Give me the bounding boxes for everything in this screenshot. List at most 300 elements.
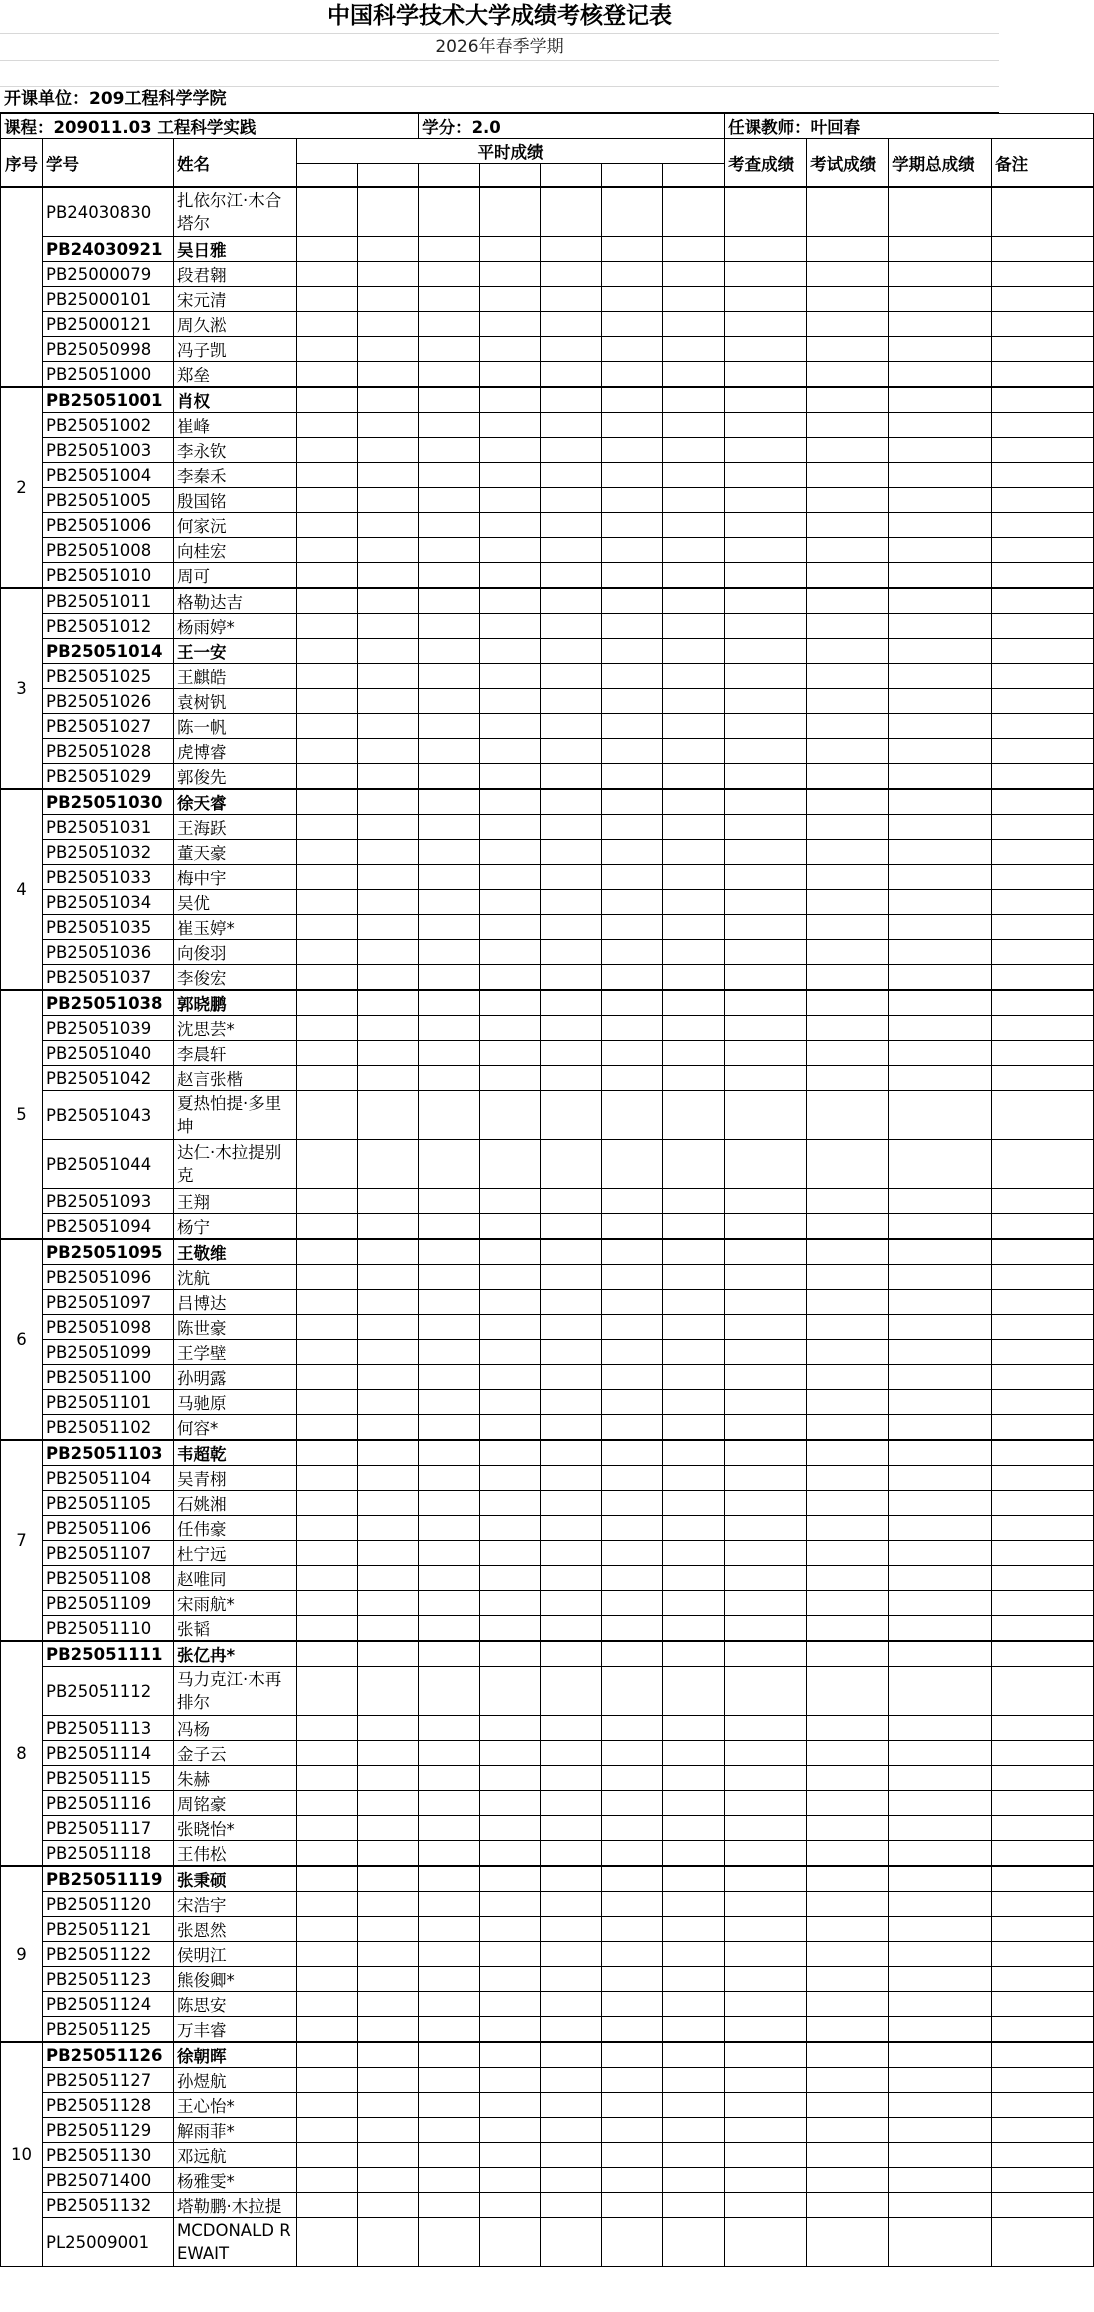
regular-score-cell[interactable] bbox=[663, 940, 725, 965]
regular-score-cell[interactable] bbox=[419, 1491, 480, 1516]
check-score-cell[interactable] bbox=[725, 815, 807, 840]
regular-score-cell[interactable] bbox=[663, 1641, 725, 1667]
regular-score-cell[interactable] bbox=[297, 1841, 358, 1867]
check-score-cell[interactable] bbox=[725, 1265, 807, 1290]
regular-score-cell[interactable] bbox=[663, 237, 725, 262]
regular-score-cell[interactable] bbox=[663, 1766, 725, 1791]
check-score-cell[interactable] bbox=[725, 413, 807, 438]
regular-score-cell[interactable] bbox=[358, 1591, 419, 1616]
check-score-cell[interactable] bbox=[725, 362, 807, 388]
regular-score-cell[interactable] bbox=[358, 187, 419, 237]
regular-score-cell[interactable] bbox=[480, 1390, 541, 1415]
check-score-cell[interactable] bbox=[725, 1189, 807, 1214]
regular-score-cell[interactable] bbox=[480, 714, 541, 739]
regular-score-cell[interactable] bbox=[541, 1239, 602, 1265]
regular-score-cell[interactable] bbox=[663, 262, 725, 287]
exam-score-cell[interactable] bbox=[807, 538, 889, 563]
exam-score-cell[interactable] bbox=[807, 588, 889, 614]
regular-score-cell[interactable] bbox=[663, 2143, 725, 2168]
regular-score-cell[interactable] bbox=[541, 1516, 602, 1541]
regular-score-cell[interactable] bbox=[541, 840, 602, 865]
remark-cell[interactable] bbox=[992, 739, 1094, 764]
regular-score-cell[interactable] bbox=[358, 614, 419, 639]
regular-score-cell[interactable] bbox=[480, 840, 541, 865]
exam-score-cell[interactable] bbox=[807, 789, 889, 815]
remark-cell[interactable] bbox=[992, 1667, 1094, 1716]
remark-cell[interactable] bbox=[992, 287, 1094, 312]
regular-score-cell[interactable] bbox=[602, 990, 663, 1016]
regular-score-cell[interactable] bbox=[358, 1290, 419, 1315]
regular-score-cell[interactable] bbox=[419, 312, 480, 337]
exam-score-cell[interactable] bbox=[807, 2017, 889, 2043]
regular-score-cell[interactable] bbox=[419, 1616, 480, 1642]
regular-score-cell[interactable] bbox=[419, 714, 480, 739]
remark-cell[interactable] bbox=[992, 438, 1094, 463]
regular-score-cell[interactable] bbox=[297, 2093, 358, 2118]
total-score-cell[interactable] bbox=[889, 187, 992, 237]
regular-score-cell[interactable] bbox=[480, 915, 541, 940]
regular-score-cell[interactable] bbox=[602, 1491, 663, 1516]
regular-score-cell[interactable] bbox=[419, 1791, 480, 1816]
regular-score-cell[interactable] bbox=[480, 965, 541, 991]
regular-score-cell[interactable] bbox=[602, 2042, 663, 2068]
regular-score-cell[interactable] bbox=[419, 965, 480, 991]
regular-score-cell[interactable] bbox=[480, 764, 541, 790]
regular-score-cell[interactable] bbox=[480, 1140, 541, 1189]
remark-cell[interactable] bbox=[992, 1066, 1094, 1091]
regular-score-cell[interactable] bbox=[480, 2168, 541, 2193]
regular-score-cell[interactable] bbox=[602, 1566, 663, 1591]
regular-score-cell[interactable] bbox=[602, 2017, 663, 2043]
regular-score-cell[interactable] bbox=[480, 739, 541, 764]
regular-score-cell[interactable] bbox=[602, 764, 663, 790]
regular-score-cell[interactable] bbox=[358, 714, 419, 739]
total-score-cell[interactable] bbox=[889, 1716, 992, 1741]
regular-score-cell[interactable] bbox=[602, 413, 663, 438]
regular-score-cell[interactable] bbox=[602, 2193, 663, 2218]
regular-score-cell[interactable] bbox=[297, 312, 358, 337]
regular-score-cell[interactable] bbox=[358, 940, 419, 965]
regular-score-cell[interactable] bbox=[541, 2218, 602, 2267]
exam-score-cell[interactable] bbox=[807, 865, 889, 890]
regular-score-cell[interactable] bbox=[419, 1566, 480, 1591]
regular-score-cell[interactable] bbox=[663, 413, 725, 438]
check-score-cell[interactable] bbox=[725, 789, 807, 815]
check-score-cell[interactable] bbox=[725, 2168, 807, 2193]
remark-cell[interactable] bbox=[992, 237, 1094, 262]
regular-score-cell[interactable] bbox=[541, 262, 602, 287]
regular-score-cell[interactable] bbox=[358, 362, 419, 388]
regular-score-cell[interactable] bbox=[602, 187, 663, 237]
total-score-cell[interactable] bbox=[889, 1667, 992, 1716]
regular-score-cell[interactable] bbox=[602, 262, 663, 287]
regular-score-cell[interactable] bbox=[541, 1214, 602, 1240]
regular-score-cell[interactable] bbox=[480, 815, 541, 840]
check-score-cell[interactable] bbox=[725, 312, 807, 337]
total-score-cell[interactable] bbox=[889, 1641, 992, 1667]
regular-score-cell[interactable] bbox=[297, 237, 358, 262]
regular-score-cell[interactable] bbox=[541, 1992, 602, 2017]
total-score-cell[interactable] bbox=[889, 337, 992, 362]
regular-score-cell[interactable] bbox=[480, 1440, 541, 1466]
regular-score-cell[interactable] bbox=[663, 2042, 725, 2068]
regular-score-cell[interactable] bbox=[602, 1340, 663, 1365]
exam-score-cell[interactable] bbox=[807, 1841, 889, 1867]
regular-score-cell[interactable] bbox=[541, 965, 602, 991]
regular-score-cell[interactable] bbox=[480, 789, 541, 815]
total-score-cell[interactable] bbox=[889, 2093, 992, 2118]
regular-score-cell[interactable] bbox=[297, 714, 358, 739]
regular-score-cell[interactable] bbox=[297, 1892, 358, 1917]
regular-score-cell[interactable] bbox=[541, 664, 602, 689]
regular-score-cell[interactable] bbox=[419, 1541, 480, 1566]
exam-score-cell[interactable] bbox=[807, 2068, 889, 2093]
regular-score-cell[interactable] bbox=[297, 1992, 358, 2017]
regular-score-cell[interactable] bbox=[358, 1491, 419, 1516]
check-score-cell[interactable] bbox=[725, 287, 807, 312]
regular-score-cell[interactable] bbox=[419, 739, 480, 764]
regular-score-cell[interactable] bbox=[602, 915, 663, 940]
regular-score-cell[interactable] bbox=[602, 2218, 663, 2267]
regular-score-cell[interactable] bbox=[480, 2017, 541, 2043]
regular-score-cell[interactable] bbox=[419, 2042, 480, 2068]
regular-score-cell[interactable] bbox=[358, 1265, 419, 1290]
regular-score-cell[interactable] bbox=[297, 639, 358, 664]
remark-cell[interactable] bbox=[992, 1189, 1094, 1214]
exam-score-cell[interactable] bbox=[807, 438, 889, 463]
regular-score-cell[interactable] bbox=[297, 513, 358, 538]
regular-score-cell[interactable] bbox=[297, 187, 358, 237]
regular-score-cell[interactable] bbox=[419, 865, 480, 890]
regular-score-cell[interactable] bbox=[297, 1641, 358, 1667]
regular-score-cell[interactable] bbox=[358, 2143, 419, 2168]
regular-score-cell[interactable] bbox=[358, 1189, 419, 1214]
check-score-cell[interactable] bbox=[725, 1491, 807, 1516]
regular-score-cell[interactable] bbox=[297, 588, 358, 614]
total-score-cell[interactable] bbox=[889, 1967, 992, 1992]
regular-score-cell[interactable] bbox=[358, 1716, 419, 1741]
regular-score-cell[interactable] bbox=[602, 2118, 663, 2143]
regular-score-cell[interactable] bbox=[297, 1290, 358, 1315]
regular-score-cell[interactable] bbox=[358, 438, 419, 463]
regular-score-cell[interactable] bbox=[663, 840, 725, 865]
remark-cell[interactable] bbox=[992, 1992, 1094, 2017]
check-score-cell[interactable] bbox=[725, 237, 807, 262]
exam-score-cell[interactable] bbox=[807, 1816, 889, 1841]
remark-cell[interactable] bbox=[992, 940, 1094, 965]
regular-score-cell[interactable] bbox=[297, 1415, 358, 1441]
regular-score-cell[interactable] bbox=[663, 890, 725, 915]
regular-score-cell[interactable] bbox=[297, 1766, 358, 1791]
regular-score-cell[interactable] bbox=[541, 513, 602, 538]
remark-cell[interactable] bbox=[992, 563, 1094, 589]
regular-score-cell[interactable] bbox=[541, 1892, 602, 1917]
total-score-cell[interactable] bbox=[889, 2193, 992, 2218]
check-score-cell[interactable] bbox=[725, 1290, 807, 1315]
exam-score-cell[interactable] bbox=[807, 2118, 889, 2143]
regular-score-cell[interactable] bbox=[541, 1415, 602, 1441]
regular-score-cell[interactable] bbox=[419, 890, 480, 915]
regular-score-cell[interactable] bbox=[541, 1866, 602, 1892]
regular-score-cell[interactable] bbox=[480, 2143, 541, 2168]
regular-score-cell[interactable] bbox=[358, 1942, 419, 1967]
remark-cell[interactable] bbox=[992, 2017, 1094, 2043]
remark-cell[interactable] bbox=[992, 413, 1094, 438]
check-score-cell[interactable] bbox=[725, 2118, 807, 2143]
regular-score-cell[interactable] bbox=[663, 1791, 725, 1816]
regular-score-cell[interactable] bbox=[419, 463, 480, 488]
total-score-cell[interactable] bbox=[889, 1741, 992, 1766]
total-score-cell[interactable] bbox=[889, 463, 992, 488]
regular-score-cell[interactable] bbox=[541, 563, 602, 589]
regular-score-cell[interactable] bbox=[541, 940, 602, 965]
regular-score-cell[interactable] bbox=[663, 1667, 725, 1716]
check-score-cell[interactable] bbox=[725, 1066, 807, 1091]
regular-score-cell[interactable] bbox=[541, 815, 602, 840]
exam-score-cell[interactable] bbox=[807, 513, 889, 538]
total-score-cell[interactable] bbox=[889, 1440, 992, 1466]
total-score-cell[interactable] bbox=[889, 1516, 992, 1541]
regular-score-cell[interactable] bbox=[602, 1892, 663, 1917]
check-score-cell[interactable] bbox=[725, 1541, 807, 1566]
remark-cell[interactable] bbox=[992, 840, 1094, 865]
regular-score-cell[interactable] bbox=[663, 1016, 725, 1041]
regular-score-cell[interactable] bbox=[297, 1866, 358, 1892]
check-score-cell[interactable] bbox=[725, 513, 807, 538]
remark-cell[interactable] bbox=[992, 1315, 1094, 1340]
regular-score-cell[interactable] bbox=[602, 1541, 663, 1566]
regular-score-cell[interactable] bbox=[602, 488, 663, 513]
regular-score-cell[interactable] bbox=[358, 1140, 419, 1189]
regular-score-cell[interactable] bbox=[480, 1866, 541, 1892]
regular-score-cell[interactable] bbox=[541, 1440, 602, 1466]
regular-score-cell[interactable] bbox=[297, 1390, 358, 1415]
total-score-cell[interactable] bbox=[889, 2068, 992, 2093]
regular-score-cell[interactable] bbox=[297, 2118, 358, 2143]
regular-score-cell[interactable] bbox=[297, 1667, 358, 1716]
remark-cell[interactable] bbox=[992, 1641, 1094, 1667]
remark-cell[interactable] bbox=[992, 1741, 1094, 1766]
regular-score-cell[interactable] bbox=[480, 1041, 541, 1066]
regular-score-cell[interactable] bbox=[480, 1716, 541, 1741]
regular-score-cell[interactable] bbox=[358, 789, 419, 815]
regular-score-cell[interactable] bbox=[602, 614, 663, 639]
regular-score-cell[interactable] bbox=[663, 1591, 725, 1616]
remark-cell[interactable] bbox=[992, 2093, 1094, 2118]
regular-score-cell[interactable] bbox=[297, 1041, 358, 1066]
check-score-cell[interactable] bbox=[725, 714, 807, 739]
check-score-cell[interactable] bbox=[725, 1239, 807, 1265]
regular-score-cell[interactable] bbox=[541, 488, 602, 513]
remark-cell[interactable] bbox=[992, 1917, 1094, 1942]
regular-score-cell[interactable] bbox=[480, 2093, 541, 2118]
regular-score-cell[interactable] bbox=[480, 1091, 541, 1140]
check-score-cell[interactable] bbox=[725, 538, 807, 563]
regular-score-cell[interactable] bbox=[480, 890, 541, 915]
regular-score-cell[interactable] bbox=[480, 2193, 541, 2218]
exam-score-cell[interactable] bbox=[807, 1189, 889, 1214]
regular-score-cell[interactable] bbox=[297, 1440, 358, 1466]
regular-score-cell[interactable] bbox=[602, 664, 663, 689]
exam-score-cell[interactable] bbox=[807, 1892, 889, 1917]
regular-score-cell[interactable] bbox=[358, 1440, 419, 1466]
regular-score-cell[interactable] bbox=[602, 1667, 663, 1716]
regular-score-cell[interactable] bbox=[663, 915, 725, 940]
regular-score-cell[interactable] bbox=[541, 2068, 602, 2093]
regular-score-cell[interactable] bbox=[663, 287, 725, 312]
exam-score-cell[interactable] bbox=[807, 1716, 889, 1741]
total-score-cell[interactable] bbox=[889, 1791, 992, 1816]
exam-score-cell[interactable] bbox=[807, 187, 889, 237]
regular-score-cell[interactable] bbox=[480, 2218, 541, 2267]
regular-score-cell[interactable] bbox=[602, 1816, 663, 1841]
check-score-cell[interactable] bbox=[725, 588, 807, 614]
total-score-cell[interactable] bbox=[889, 1140, 992, 1189]
regular-score-cell[interactable] bbox=[419, 1766, 480, 1791]
total-score-cell[interactable] bbox=[889, 2042, 992, 2068]
remark-cell[interactable] bbox=[992, 2193, 1094, 2218]
exam-score-cell[interactable] bbox=[807, 1992, 889, 2017]
regular-score-cell[interactable] bbox=[297, 262, 358, 287]
regular-score-cell[interactable] bbox=[663, 990, 725, 1016]
remark-cell[interactable] bbox=[992, 990, 1094, 1016]
regular-score-cell[interactable] bbox=[358, 764, 419, 790]
regular-score-cell[interactable] bbox=[480, 1265, 541, 1290]
regular-score-cell[interactable] bbox=[663, 438, 725, 463]
regular-score-cell[interactable] bbox=[663, 488, 725, 513]
regular-score-cell[interactable] bbox=[602, 1741, 663, 1766]
exam-score-cell[interactable] bbox=[807, 1466, 889, 1491]
check-score-cell[interactable] bbox=[725, 1716, 807, 1741]
regular-score-cell[interactable] bbox=[480, 2042, 541, 2068]
check-score-cell[interactable] bbox=[725, 1992, 807, 2017]
regular-score-cell[interactable] bbox=[358, 1466, 419, 1491]
total-score-cell[interactable] bbox=[889, 563, 992, 589]
regular-score-cell[interactable] bbox=[541, 413, 602, 438]
check-score-cell[interactable] bbox=[725, 840, 807, 865]
exam-score-cell[interactable] bbox=[807, 1239, 889, 1265]
check-score-cell[interactable] bbox=[725, 1667, 807, 1716]
exam-score-cell[interactable] bbox=[807, 2218, 889, 2267]
check-score-cell[interactable] bbox=[725, 1816, 807, 1841]
regular-score-cell[interactable] bbox=[358, 538, 419, 563]
check-score-cell[interactable] bbox=[725, 965, 807, 991]
regular-score-cell[interactable] bbox=[602, 1290, 663, 1315]
total-score-cell[interactable] bbox=[889, 387, 992, 413]
regular-score-cell[interactable] bbox=[419, 262, 480, 287]
regular-score-cell[interactable] bbox=[663, 2118, 725, 2143]
regular-score-cell[interactable] bbox=[541, 1315, 602, 1340]
total-score-cell[interactable] bbox=[889, 1265, 992, 1290]
regular-score-cell[interactable] bbox=[602, 1841, 663, 1867]
regular-score-cell[interactable] bbox=[663, 1816, 725, 1841]
regular-score-cell[interactable] bbox=[541, 2017, 602, 2043]
regular-score-cell[interactable] bbox=[297, 789, 358, 815]
remark-cell[interactable] bbox=[992, 362, 1094, 388]
check-score-cell[interactable] bbox=[725, 337, 807, 362]
regular-score-cell[interactable] bbox=[663, 1390, 725, 1415]
regular-score-cell[interactable] bbox=[297, 1616, 358, 1642]
regular-score-cell[interactable] bbox=[297, 1365, 358, 1390]
check-score-cell[interactable] bbox=[725, 387, 807, 413]
regular-score-cell[interactable] bbox=[358, 965, 419, 991]
regular-score-cell[interactable] bbox=[541, 1967, 602, 1992]
regular-score-cell[interactable] bbox=[602, 1140, 663, 1189]
exam-score-cell[interactable] bbox=[807, 1315, 889, 1340]
regular-score-cell[interactable] bbox=[602, 362, 663, 388]
regular-score-cell[interactable] bbox=[480, 2118, 541, 2143]
check-score-cell[interactable] bbox=[725, 1415, 807, 1441]
regular-score-cell[interactable] bbox=[419, 488, 480, 513]
regular-score-cell[interactable] bbox=[297, 1265, 358, 1290]
regular-score-cell[interactable] bbox=[602, 714, 663, 739]
regular-score-cell[interactable] bbox=[297, 689, 358, 714]
check-score-cell[interactable] bbox=[725, 1591, 807, 1616]
regular-score-cell[interactable] bbox=[541, 1140, 602, 1189]
exam-score-cell[interactable] bbox=[807, 1516, 889, 1541]
total-score-cell[interactable] bbox=[889, 1315, 992, 1340]
check-score-cell[interactable] bbox=[725, 262, 807, 287]
regular-score-cell[interactable] bbox=[358, 1917, 419, 1942]
total-score-cell[interactable] bbox=[889, 1189, 992, 1214]
regular-score-cell[interactable] bbox=[480, 387, 541, 413]
regular-score-cell[interactable] bbox=[358, 513, 419, 538]
regular-score-cell[interactable] bbox=[602, 2168, 663, 2193]
regular-score-cell[interactable] bbox=[480, 664, 541, 689]
regular-score-cell[interactable] bbox=[419, 940, 480, 965]
remark-cell[interactable] bbox=[992, 588, 1094, 614]
regular-score-cell[interactable] bbox=[480, 438, 541, 463]
regular-score-cell[interactable] bbox=[358, 865, 419, 890]
remark-cell[interactable] bbox=[992, 1041, 1094, 1066]
regular-score-cell[interactable] bbox=[541, 1641, 602, 1667]
regular-score-cell[interactable] bbox=[358, 287, 419, 312]
regular-score-cell[interactable] bbox=[663, 1942, 725, 1967]
regular-score-cell[interactable] bbox=[480, 312, 541, 337]
regular-score-cell[interactable] bbox=[297, 1516, 358, 1541]
regular-score-cell[interactable] bbox=[419, 1315, 480, 1340]
check-score-cell[interactable] bbox=[725, 438, 807, 463]
regular-score-cell[interactable] bbox=[480, 563, 541, 589]
regular-score-cell[interactable] bbox=[297, 413, 358, 438]
exam-score-cell[interactable] bbox=[807, 815, 889, 840]
check-score-cell[interactable] bbox=[725, 1365, 807, 1390]
total-score-cell[interactable] bbox=[889, 362, 992, 388]
regular-score-cell[interactable] bbox=[663, 2068, 725, 2093]
exam-score-cell[interactable] bbox=[807, 1365, 889, 1390]
check-score-cell[interactable] bbox=[725, 2068, 807, 2093]
regular-score-cell[interactable] bbox=[541, 287, 602, 312]
regular-score-cell[interactable] bbox=[480, 1766, 541, 1791]
regular-score-cell[interactable] bbox=[419, 1066, 480, 1091]
remark-cell[interactable] bbox=[992, 2168, 1094, 2193]
exam-score-cell[interactable] bbox=[807, 1967, 889, 1992]
remark-cell[interactable] bbox=[992, 815, 1094, 840]
regular-score-cell[interactable] bbox=[602, 689, 663, 714]
remark-cell[interactable] bbox=[992, 262, 1094, 287]
regular-score-cell[interactable] bbox=[480, 1415, 541, 1441]
regular-score-cell[interactable] bbox=[358, 2168, 419, 2193]
regular-score-cell[interactable] bbox=[480, 1214, 541, 1240]
regular-score-cell[interactable] bbox=[297, 362, 358, 388]
remark-cell[interactable] bbox=[992, 1091, 1094, 1140]
regular-score-cell[interactable] bbox=[358, 1239, 419, 1265]
regular-score-cell[interactable] bbox=[541, 1741, 602, 1766]
regular-score-cell[interactable] bbox=[358, 2093, 419, 2118]
exam-score-cell[interactable] bbox=[807, 689, 889, 714]
regular-score-cell[interactable] bbox=[541, 337, 602, 362]
remark-cell[interactable] bbox=[992, 1967, 1094, 1992]
